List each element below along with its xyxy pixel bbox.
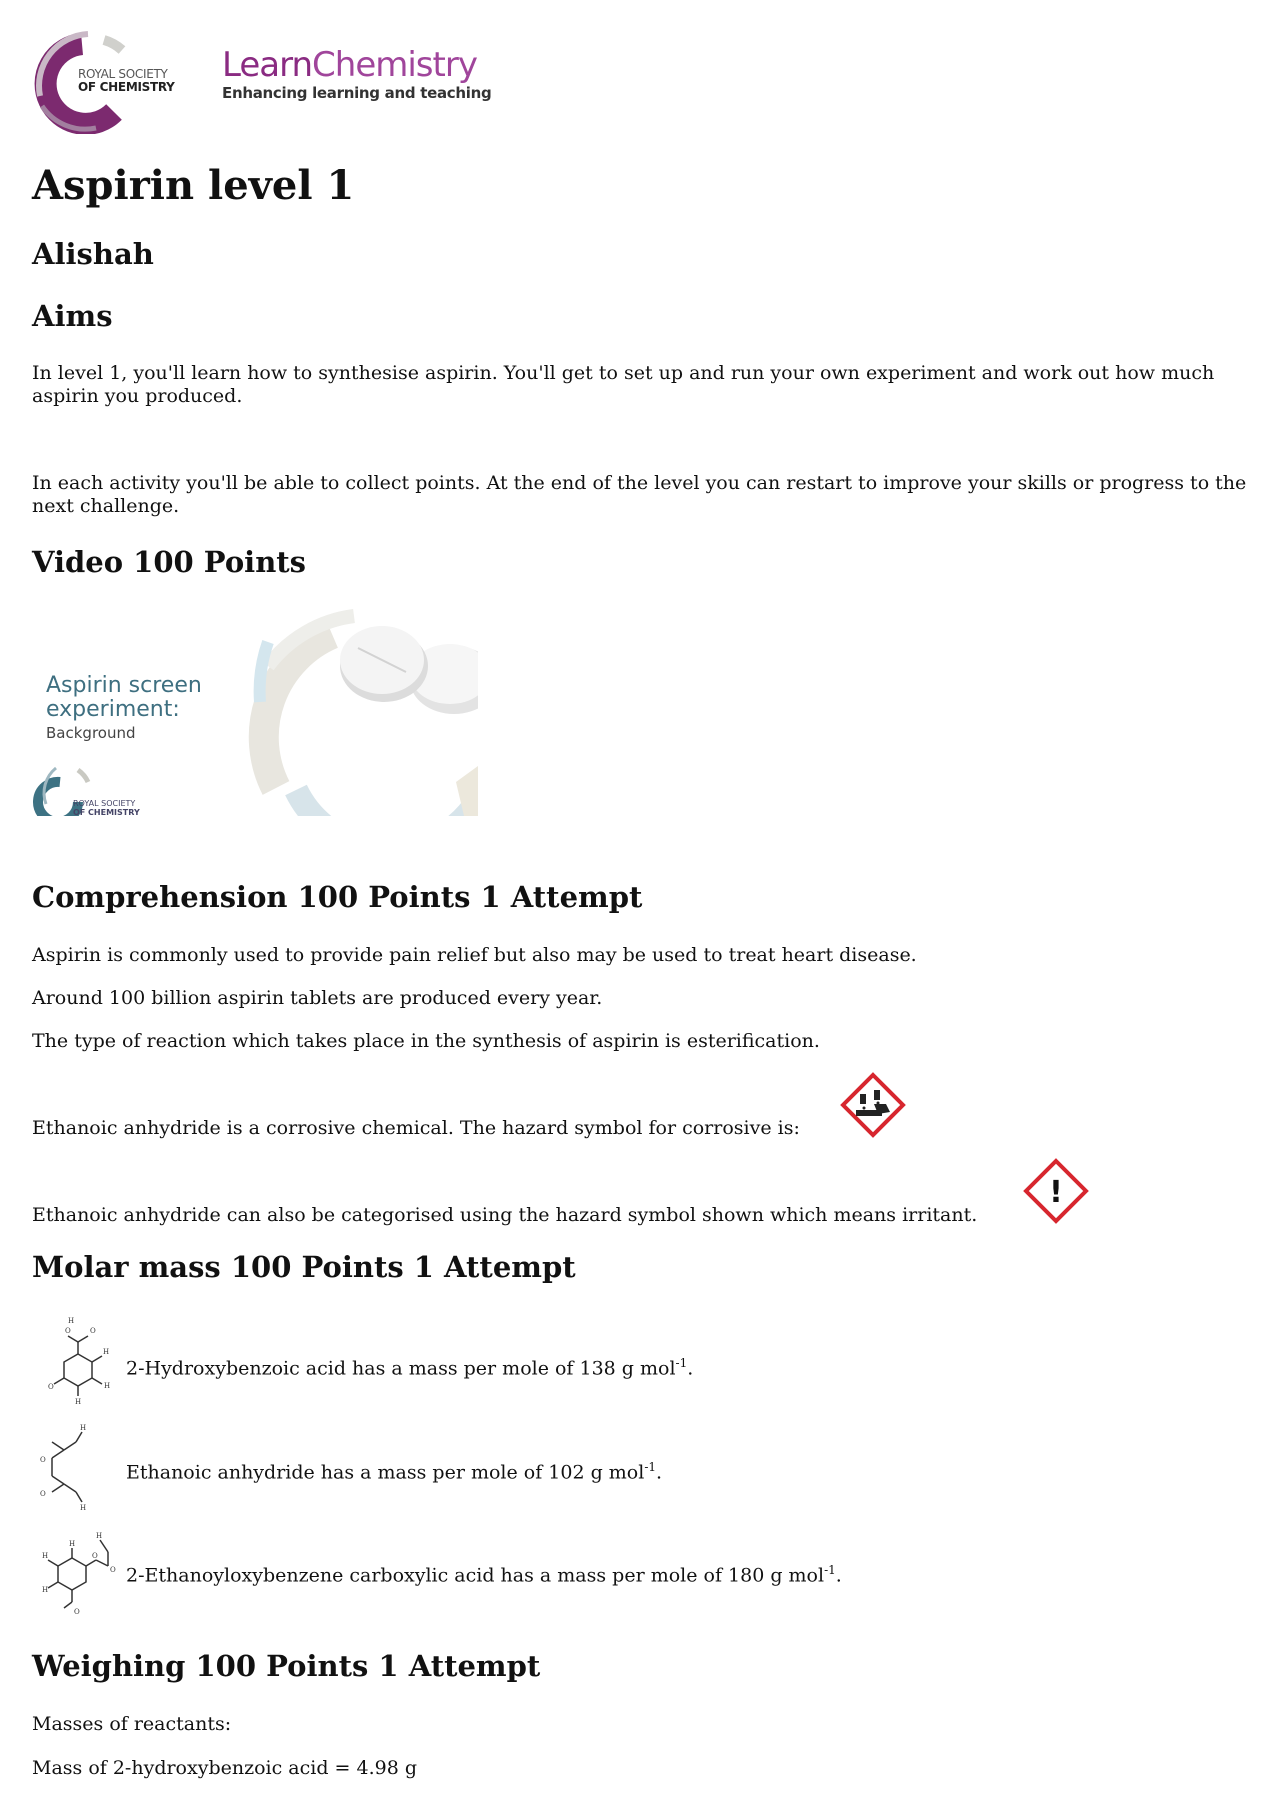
- atom-label: H: [80, 1424, 87, 1432]
- rsc-logo-text: ROYAL SOCIETY OF CHEMISTRY: [78, 67, 175, 94]
- atom-label: O: [92, 1552, 98, 1560]
- learnchemistry-logo: LearnChemistry: [222, 45, 477, 85]
- molar-mass-item-2: Ethanoic anhydride has a mass per mole of 102 g mol$^{-1}$.: [126, 1460, 663, 1484]
- aims-paragraph-1: In level 1, you'll learn how to synthesise aspirin. You'll get to set up and run your own experiment and work out how much aspirin you produced.: [32, 362, 1215, 407]
- atom-label: H: [103, 1348, 110, 1356]
- comprehension-heading: Comprehension 100 Points 1 Attempt: [32, 880, 643, 914]
- atom-label: O: [90, 1327, 96, 1335]
- atom-label: H: [68, 1317, 75, 1325]
- weighing-line-1: Masses of reactants:: [32, 1713, 232, 1735]
- comprehension-line-4: Ethanoic anhydride is a corrosive chemical. The hazard symbol for corrosive is:: [32, 1117, 800, 1139]
- atom-label: O: [48, 1383, 54, 1391]
- molar-mass-item-3: 2-Ethanoyloxybenzene carboxylic acid has a mass per mole of 180 g mol$^{-1}$.: [126, 1563, 842, 1587]
- learnchemistry-tagline: Enhancing learning and teaching: [222, 84, 492, 102]
- comprehension-line-2: Around 100 billion aspirin tablets are produced every year.: [32, 987, 603, 1009]
- ethanoic-anhydride-structure-icon: [38, 1422, 88, 1512]
- aspirin-structure-icon: [38, 1528, 122, 1616]
- atom-label: O: [40, 1490, 46, 1498]
- weighing-heading: Weighing 100 Points 1 Attempt: [32, 1649, 541, 1683]
- video-thumbnail-logo-text: ROYAL SOCIETY OF CHEMISTRY: [73, 799, 140, 817]
- page-title: Aspirin level 1: [32, 162, 355, 209]
- comprehension-line-1: Aspirin is commonly used to provide pain relief but also may be used to treat heart disease.: [32, 944, 917, 966]
- weighing-line-2: Mass of 2-hydroxybenzoic acid = 4.98 g: [32, 1757, 418, 1779]
- atom-label: H: [96, 1532, 103, 1540]
- atom-label: H: [69, 1540, 76, 1548]
- atom-label: H: [42, 1552, 49, 1560]
- atom-label: H: [75, 1398, 82, 1404]
- student-name: Alishah: [32, 237, 154, 271]
- atom-label: O: [110, 1566, 116, 1574]
- irritant-mark: !: [1049, 1175, 1063, 1210]
- aims-paragraph-2: In each activity you'll be able to collect points. At the end of the level you can restart to improve your skills or progress to the next challenge.: [32, 472, 1247, 517]
- comprehension-line-5: Ethanoic anhydride can also be categorised using the hazard symbol shown which means irritant.: [32, 1204, 978, 1226]
- atom-label: H: [104, 1382, 111, 1390]
- video-heading: Video 100 Points: [32, 545, 306, 579]
- atom-label: O: [65, 1327, 71, 1335]
- comprehension-line-3: The type of reaction which takes place in the synthesis of aspirin is esterification.: [32, 1030, 820, 1052]
- atom-label: H: [42, 1586, 49, 1594]
- video-thumbnail-subtitle: Background: [46, 724, 136, 742]
- atom-label: O: [74, 1608, 80, 1616]
- molar-mass-item-1: 2-Hydroxybenzoic acid has a mass per mole of 138 g mol$^{-1}$.: [126, 1356, 694, 1380]
- corrosive-hazard-icon: [840, 1072, 906, 1138]
- irritant-hazard-icon: [1023, 1158, 1089, 1224]
- hydroxybenzoic-acid-structure-icon: [38, 1316, 120, 1404]
- video-thumbnail-title: Aspirin screen experiment:: [46, 673, 202, 722]
- aims-heading: Aims: [32, 299, 113, 333]
- atom-label: O: [40, 1456, 46, 1464]
- atom-label: H: [80, 1504, 87, 1512]
- molar-mass-heading: Molar mass 100 Points 1 Attempt: [32, 1250, 576, 1284]
